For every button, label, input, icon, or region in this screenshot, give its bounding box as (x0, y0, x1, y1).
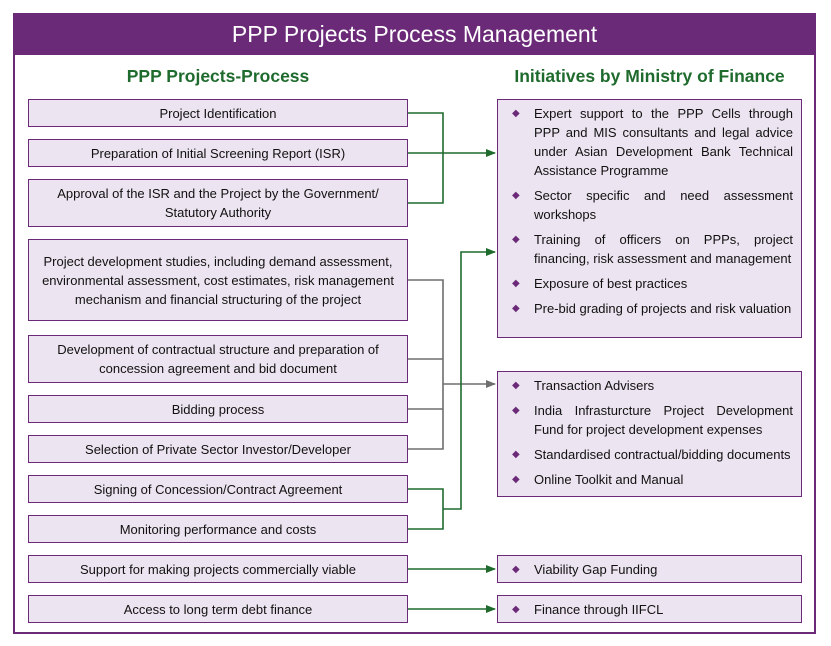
diamond-bullet-icon: ◆ (512, 405, 520, 416)
left-column-heading: PPP Projects-Process (126, 66, 310, 86)
diamond-bullet-icon: ◆ (512, 108, 520, 119)
step-label: Bidding process (171, 401, 265, 417)
diamond-bullet-icon: ◆ (512, 474, 520, 485)
diamond-bullet-icon: ◆ (512, 380, 520, 391)
initiative-text: Transaction Advisers (534, 378, 655, 393)
step-label: Selection of Private Sector Investor/Developer (85, 441, 351, 457)
step-label: Project Identification (159, 105, 277, 121)
step-label: Monitoring performance and costs (119, 521, 317, 537)
initiative-text: Training of officers on PPPs, project financing, risk assessment and management (534, 232, 793, 266)
diagram-title: PPP Projects Process Management (13, 13, 816, 55)
initiative-text: Online Toolkit and Manual (534, 472, 684, 487)
initiative-text: Sector specific and need assessment workshops (534, 188, 793, 222)
connector-steps-1-3 (408, 113, 495, 203)
diamond-bullet-icon: ◆ (512, 564, 520, 575)
initiative-text: Standardised contractual/bidding documents (534, 447, 791, 462)
initiative-text: Exposure of best practices (534, 276, 688, 291)
connector-steps-4-7 (408, 280, 495, 449)
diamond-bullet-icon: ◆ (512, 303, 520, 314)
initiative-text: India Infrasturcture Project Development Fund for project development expenses (534, 403, 793, 437)
initiative-text: Finance through IIFCL (534, 602, 664, 617)
step-label: Preparation of Initial Screening Report (ISR) (90, 145, 346, 161)
step-label: Access to long term debt finance (123, 601, 313, 617)
diamond-bullet-icon: ◆ (512, 604, 520, 615)
step-label: Signing of Concession/Contract Agreement (93, 481, 343, 497)
step-label: Support for making projects commercially viable (80, 561, 356, 577)
right-column-heading: Initiatives by Ministry of Finance (514, 66, 785, 86)
diamond-bullet-icon: ◆ (512, 278, 520, 289)
initiative-text: Expert support to the PPP Cells through PPP and MIS consultants and legal advice under Asian Development Bank Technical Assistance Programme (534, 106, 793, 178)
step-label: Project development studies, including demand assessment, environmental assessment, cost estimates, risk management mechanism and financial structuring of the project (42, 253, 394, 307)
diamond-bullet-icon: ◆ (512, 449, 520, 460)
diamond-bullet-icon: ◆ (512, 190, 520, 201)
step-label: Development of contractual structure and preparation of concession agreement and bid document (57, 342, 379, 376)
initiative-text: Pre-bid grading of projects and risk valuation (534, 301, 792, 316)
initiative-text: Viability Gap Funding (534, 562, 658, 577)
step-label: Approval of the ISR and the Project by the Government/ Statutory Authority (57, 186, 379, 220)
connector-steps-8-9 (408, 252, 495, 529)
diamond-bullet-icon: ◆ (512, 234, 520, 245)
